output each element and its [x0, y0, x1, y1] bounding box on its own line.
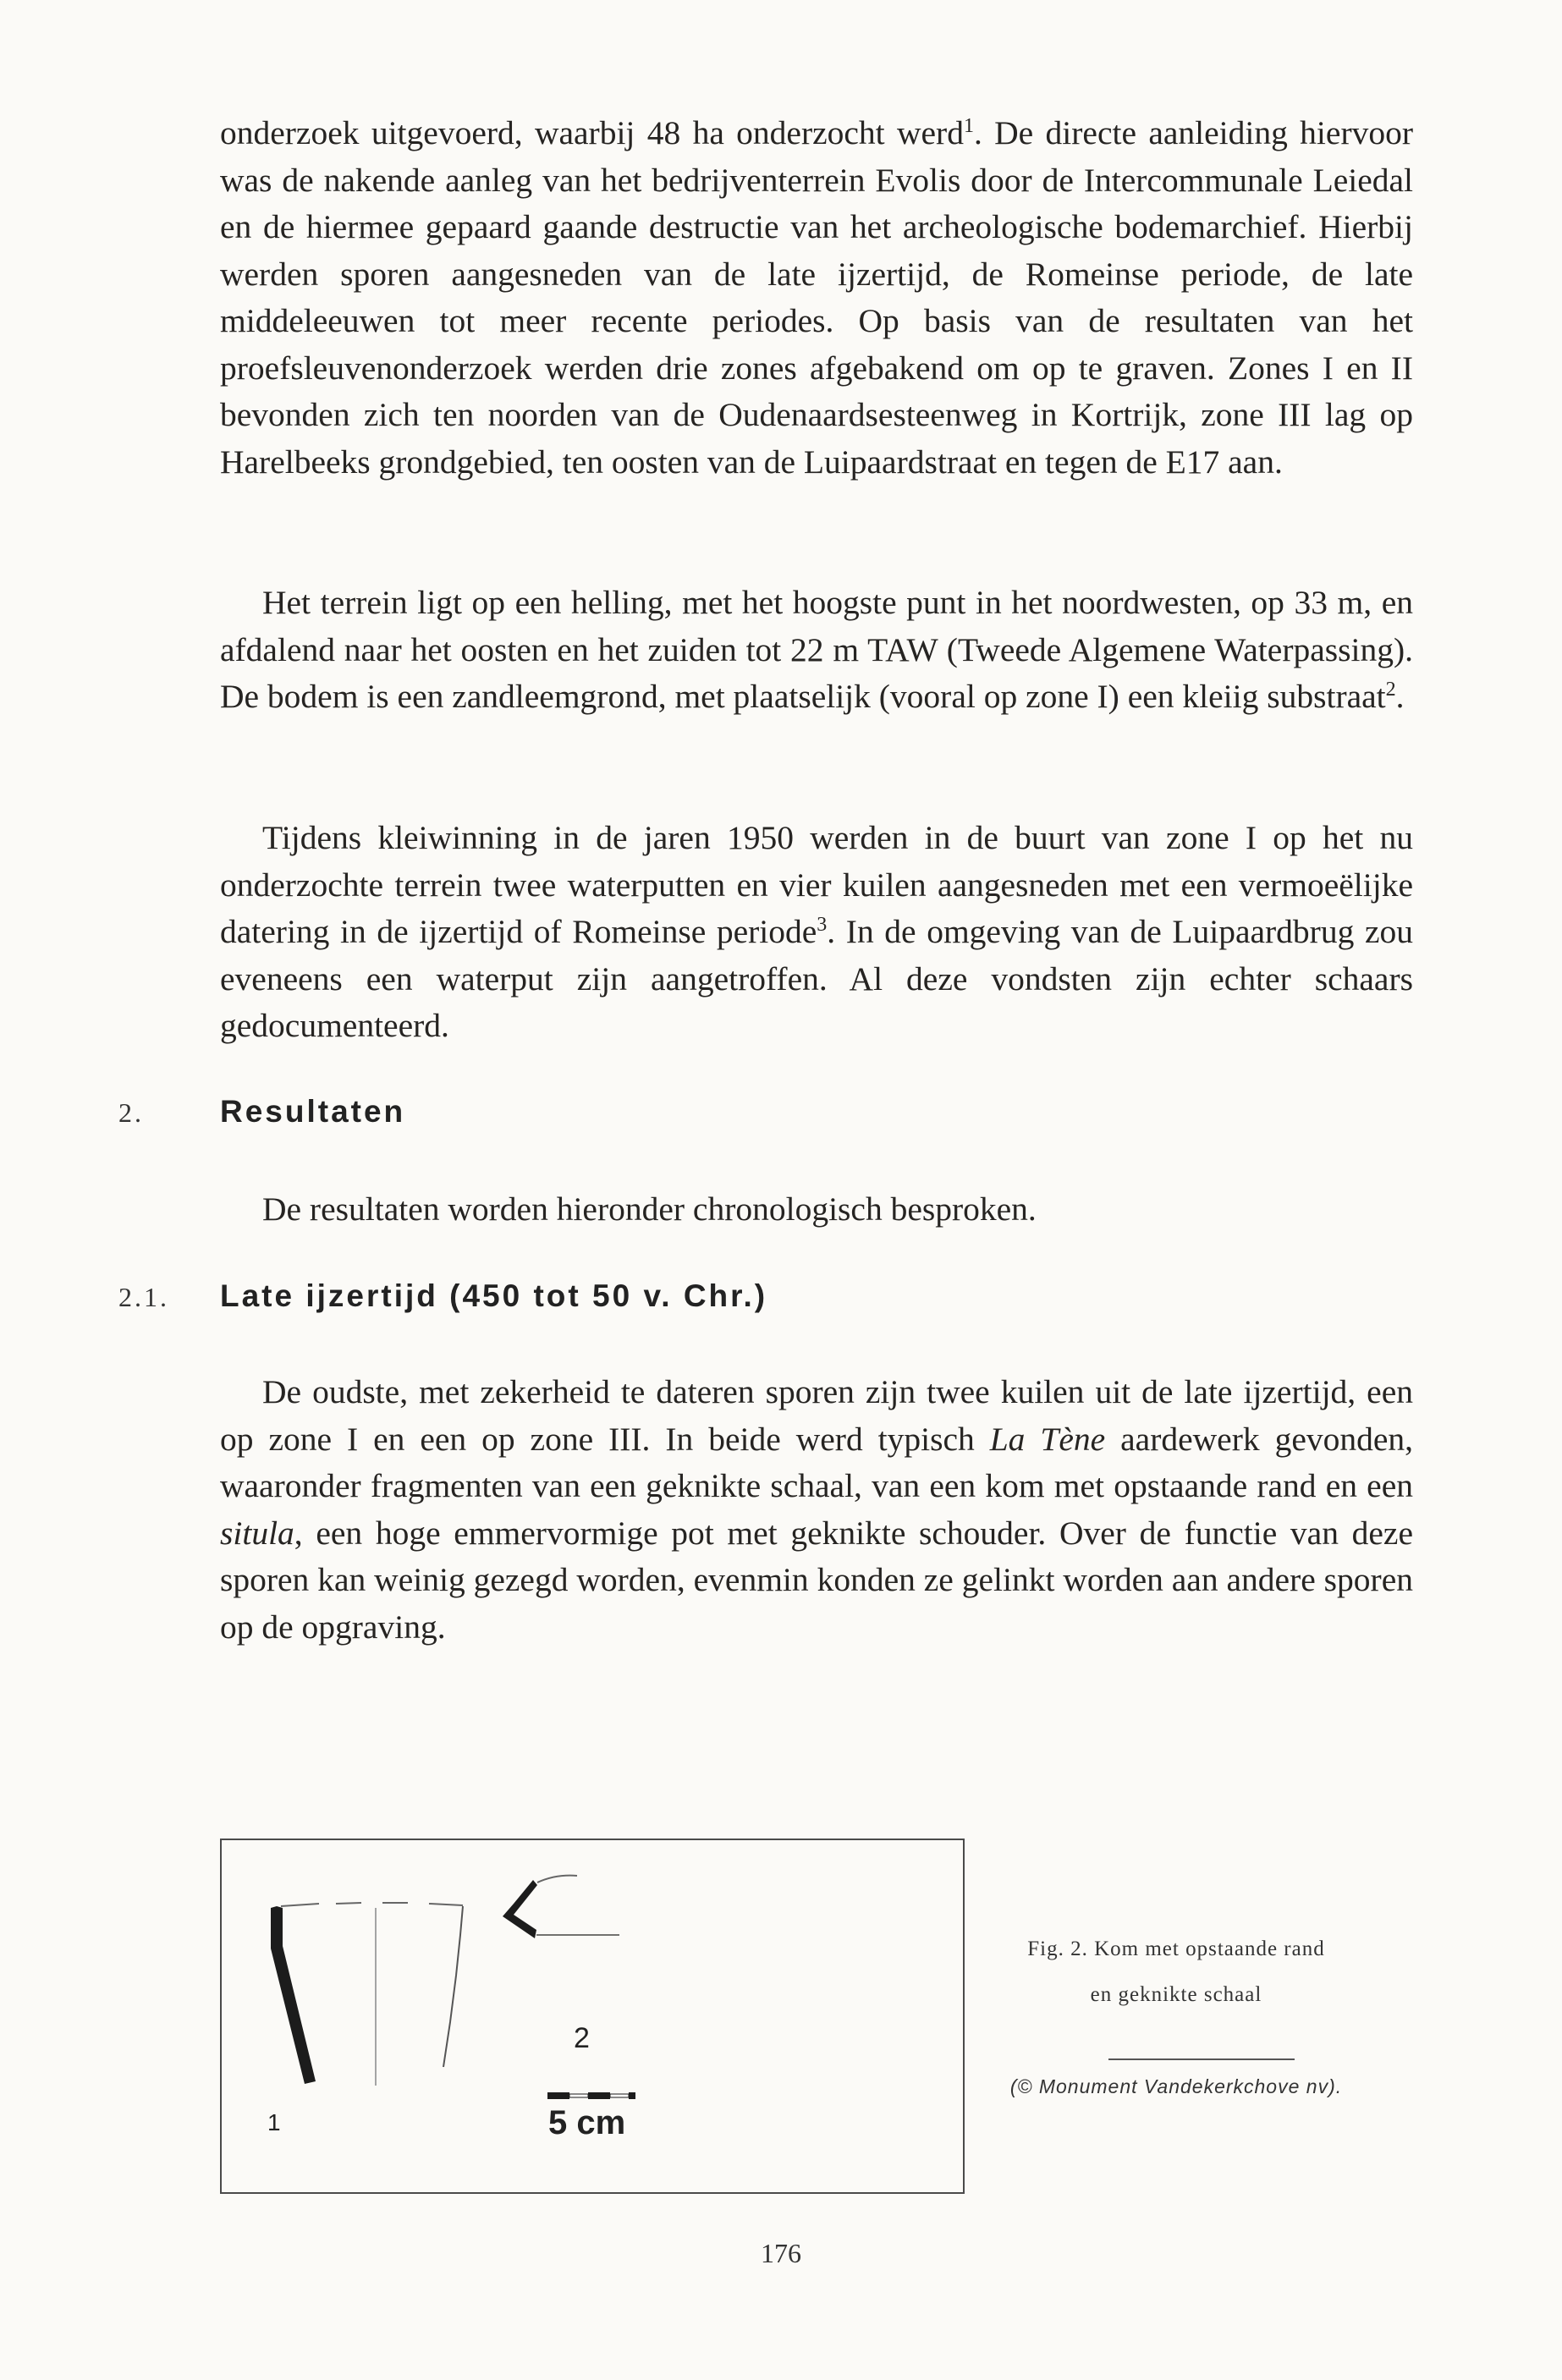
section-number: 2.: [118, 1097, 144, 1128]
paragraph-late-ijzertijd: [220, 1369, 1413, 1651]
caption-line: Fig. 2. Kom met opstaande rand: [1027, 1938, 1325, 1960]
figure-label-1: 1: [267, 2109, 281, 2135]
pottery-profile-2: [503, 1876, 619, 1938]
figure-label-2: 2: [574, 2022, 590, 2054]
text-run: aardewerk gevonden, waaronder fragmenten van een geknikte schaal, van een kom met opstaande rand en een: [220, 1420, 1414, 1504]
paragraph-resultaten-intro: De resultaten worden hieronder chronologisch besproken.: [262, 1190, 1037, 1228]
text-run: Het terrein ligt op een helling, met het hoogste punt in het noordwesten, op 33 m, en afdalend naar het oosten en het zuiden tot 22 m TAW (Tweede Algemene Waterpassing). De bodem is een zandleemgrond, met plaatselijk (vooral op zone I) een kleiig substraat: [220, 584, 1413, 715]
footnote-ref-2[interactable]: 2: [1385, 679, 1396, 701]
text-run: . In de omgeving van de Luipaardbrug zou eveneens een waterput zijn aangetroffen. Al deze vondsten zijn echter schaars gedocumenteerd.: [220, 913, 1413, 1044]
text-run: .: [1395, 678, 1405, 715]
pottery-drawing: [222, 1840, 966, 2196]
subsection-number: 2.1.: [118, 1282, 169, 1312]
text-run: . De directe aanleiding hiervoor was de nakende aanleg van het bedrijventerrein Evolis door de Intercommunale Leiedal en de hiermee gepaard gaande destructie van het archeologische bodemarchief. Hierbij werden sporen aangesneden van de late ijzertijd, de Romeinse periode, de late middeleeuwen tot meer recente periodes. Op basis van de resultaten van het proefsleuvenonderzoek werden drie zones afgebakend om op te graven. Zones I en II bevonden zich ten noorden van de Oudenaardsesteenweg in Kortrijk, zone III lag op Harelbeeks grondgebied, ten oosten van de Luipaardstraat en tegen de E17 aan.: [220, 114, 1413, 481]
italic-term: La Tène: [989, 1420, 1106, 1458]
figure-credit: (© Monument Vandekerkchove nv).: [1009, 2075, 1343, 2097]
page-number: 176: [761, 2238, 801, 2268]
text-run: , een hoge emmervormige pot met geknikte schouder. Over de functie van deze sporen kan weinig gezegd worden, evenmin konden ze gelinkt worden aan andere sporen op de opgraving.: [220, 1514, 1413, 1646]
section-title: Resultaten: [220, 1094, 406, 1129]
paragraph-kleiwinning: [220, 815, 1413, 1050]
scale-bar-label: 5 cm: [548, 2104, 626, 2141]
pottery-profile-1: [271, 1903, 463, 2086]
text-run: Tijdens kleiwinning in de jaren 1950 werden in de buurt van zone I op het nu onderzochte terrein twee waterputten en vier kuilen aangesneden met een vermoeëlijke datering in de ijzertijd of Romeinse periode: [220, 819, 1413, 950]
figure-frame: [220, 1839, 965, 2194]
caption-line: en geknikte schaal: [1090, 1983, 1262, 2006]
text-run: De oudste, met zekerheid te dateren sporen zijn twee kuilen uit de late ijzertijd, een op zone I en een op zone III. In beide werd typisch: [220, 1373, 1413, 1458]
subsection-title: Late ijzertijd (450 tot 50 v. Chr.): [220, 1278, 768, 1313]
scale-bar: [547, 2092, 635, 2099]
footnote-ref-3[interactable]: 3: [817, 914, 828, 936]
italic-term: situla: [220, 1514, 294, 1552]
paragraph-intro: [220, 110, 1413, 486]
figure-caption: [990, 1938, 1362, 2007]
paragraph-terrain: [220, 580, 1413, 721]
caption-divider: [1108, 2058, 1295, 2060]
footnote-ref-1[interactable]: 1: [963, 115, 974, 137]
text-run: onderzoek uitgevoerd, waarbij 48 ha onderzocht werd: [220, 114, 964, 151]
